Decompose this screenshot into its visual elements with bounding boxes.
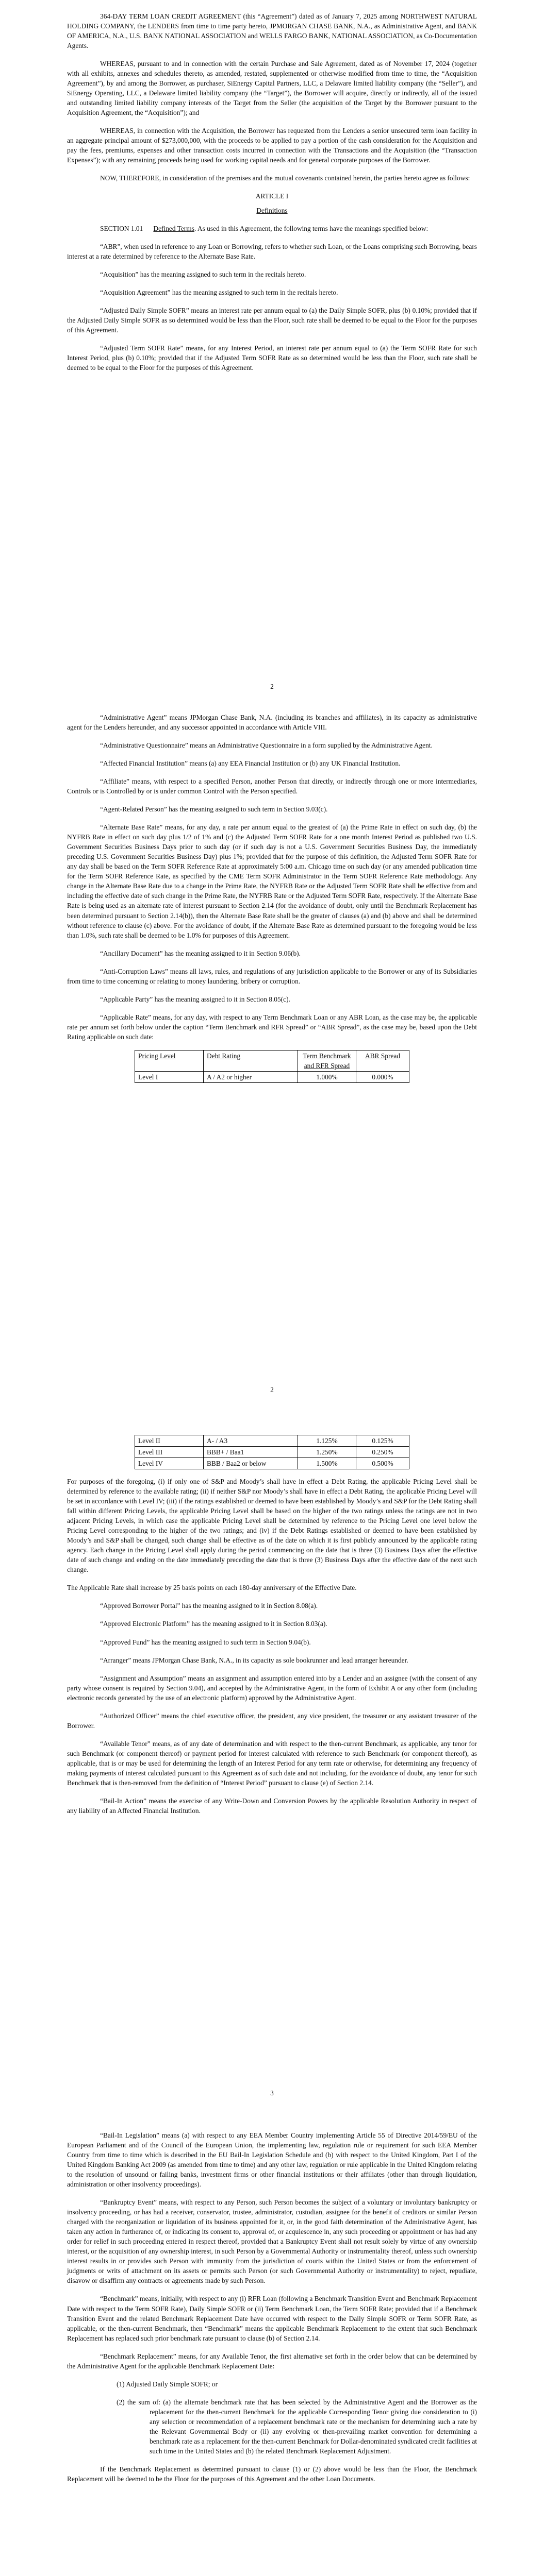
table-cell: A / A2 or higher <box>204 1071 298 1082</box>
page-number: 2 <box>270 683 274 690</box>
def-approved-electronic-platform: “Approved Electronic Platform” has the meaning assigned to it in Section 8.03(a). <box>100 1620 327 1628</box>
replacement-clause-2: (2) the sum of: (a) the alternate benchmark rate that has been selected by the Administrative Agent and the Borrower as the replacement for the then-current Benchmark for the applicable Corresponding Tenor giving due consideration to (i) any selection or recommendation of a replacement benchmark rate or the mechanism for determining such a rate by the Relevant Governmental Body or (ii) any evolving or then-prevailing market convention for determining a benchmark rate as a replacement for the then-current Benchmark for Dollar-denominated syndicated credit facilities at such time in the United States and (b) the related Benchmark Replacement Adjustment. <box>117 2398 477 2455</box>
def-bankruptcy-event: “Bankruptcy Event” means, with respect to any Person, such Person becomes the subject of a voluntary or involuntary bankruptcy or insolvency proceeding, or has had a receiver, conservator, trustee, administrator, custodian, assignee for the benefit of creditors or similar Person charged with the reorganization or liquidation of its business appointed for it, or, in the good faith determination of the Administrative Agent, has taken any action in furtherance of, or indicating its consent to, approval of, or acquiescence in, any such proceeding or appointment or has had any order for relief in such proceeding entered in respect thereof, provided that a Bankruptcy Event shall not result solely by virtue of any ownership interest, or the acquisition of any ownership interest, in such Person by a Governmental Authority or instrumentality thereof, unless such ownership interest results in or provides such Person with immunity from the jurisdiction of courts within the United States or from the enforcement of judgments or writs of attachment on its assets or permits such Person (or such Governmental Authority or instrumentality) to reject, repudiate, disavow or disaffirm any contracts or agreements made by such Person. <box>67 2198 477 2285</box>
table-cell: 0.250% <box>356 1447 409 1458</box>
def-arranger: “Arranger” means JPMorgan Chase Bank, N.A., in its capacity as sole bookrunner and lead arranger hereunder. <box>100 1656 408 1664</box>
def-approved-fund: “Approved Fund” has the meaning assigned to such term in Section 9.04(b). <box>100 1638 311 1646</box>
table-cell: 0.500% <box>356 1458 409 1469</box>
def-adjusted-daily-simple-sofr: “Adjusted Daily Simple SOFR” means an interest rate per annum equal to (a) the Daily Simple SOFR, plus (b) 0.10%; provided that if the Adjusted Daily Simple SOFR as so determined would be less than the Floor, such rate shall be deemed to be equal to the Floor for the purposes of this Agreement. <box>67 306 477 334</box>
table-header: ABR Spread <box>356 1050 409 1071</box>
def-abr: “ABR”, when used in reference to any Loan or Borrowing, refers to whether such Loan, or the Loans comprising such Borrowing, bears interest at a rate determined by reference to the Alternate Base Rate. <box>67 242 477 260</box>
table-cell: A- / A3 <box>204 1435 298 1447</box>
floor-provision: If the Benchmark Replacement as determined pursuant to clause (1) or (2) above would be less than the Floor, the Benchmark Replacement will be deemed to be the Floor for the purposes of this Agreement and the other Loan Documents. <box>67 2465 477 2483</box>
agreement-intro: 364-DAY TERM LOAN CREDIT AGREEMENT (this “Agreement”) dated as of January 7, 2025 among NORTHWEST NATURAL HOLDING COMPANY, the LENDERS from time to time party hereto, JPMORGAN CHASE BANK, N.A., as Administrative Agent, and BANK OF AMERICA, N.A., U.S. BANK NATIONAL ASSOCIATION and WELLS FARGO BANK, NATIONAL ASSOCIATION, as Co-Documentation Agents. <box>67 12 477 50</box>
table-cell: Level III <box>135 1447 204 1458</box>
def-agent-related-person: “Agent-Related Person” has the meaning assigned to such term in Section 9.03(c). <box>100 805 328 814</box>
def-adjusted-term-sofr-rate: “Adjusted Term SOFR Rate” means, for any Interest Period, an interest rate per annum equal to (a) the Term SOFR Rate for such Interest Period, plus (b) 0.10%; provided that if the Adjusted Term SOFR Rate as so determined would be less than the Floor, such rate shall be deemed to be equal to the Floor for the purposes of this Agreement. <box>67 344 477 371</box>
table-row <box>135 1435 409 1447</box>
def-administrative-questionnaire: “Administrative Questionnaire” means an Administrative Questionnaire in a form supplied by the Administrative Agent. <box>100 741 433 750</box>
section-1-01 <box>67 224 477 233</box>
def-alternate-base-rate: “Alternate Base Rate” means, for any day, a rate per annum equal to the greatest of (a) the Prime Rate in effect on such day, (b) the NYFRB Rate in effect on such day plus 1/2 of 1% and (c) the Adjusted Term SOFR Rate for a one month Interest Period as published two U.S. Government Securities Business Days prior to such day (or if such day is not a U.S. Government Securities Business Day, the immediately preceding U.S. Government Securities Business Day) plus 1%; provided that for the purpose of this definition, the Adjusted Term SOFR Rate for any day shall be based on the Term SOFR Reference Rate at approximately 5:00 a.m. Chicago time on such day (or any amended publication time for the Term SOFR Reference Rate, as specified by the CME Term SOFR Administrator in the Term SOFR Reference Rate methodology. Any change in the Alternate Base Rate due to a change in the Prime Rate, the NYFRB Rate or the Adjusted Term SOFR Rate shall be effective from and including the effective date of such change in the Prime Rate, the NYFRB Rate or the Adjusted Term SOFR Rate, respectively. If the Alternate Base Rate is being used as an alternate rate of interest pursuant to Section 2.14 (for the avoidance of doubt, only until the Benchmark Replacement has been determined pursuant to Section 2.14(b)), then the Alternate Base Rate shall be the greater of clauses (a) and (b) above and shall be determined without reference to clause (c) above. For the avoidance of doubt, if the Alternate Base Rate as determined pursuant to the foregoing would be less than 1.0%, such rate shall be deemed to be 1.0% for purposes of this Agreement. <box>67 823 477 939</box>
section-text: . As used in this Agreement, the following terms have the meanings specified below: <box>194 224 428 232</box>
def-administrative-agent: “Administrative Agent” means JPMorgan Chase Bank, N.A. (including its branches and affiliates), in its capacity as administrative agent for the Lenders hereunder, and any successor appointed in accordance with Article VIII. <box>67 714 477 732</box>
pricing-table-continued <box>135 1435 409 1469</box>
table-header-row <box>135 1050 409 1071</box>
applicable-rate-increase: The Applicable Rate shall increase by 25 basis points on each 180-day anniversary of the Effective Date. <box>67 1584 357 1592</box>
def-affected-financial-institution: “Affected Financial Institution” means (a) any EEA Financial Institution or (b) any UK Financial Institution. <box>100 759 401 768</box>
table-cell: 1.000% <box>298 1071 356 1082</box>
now-therefore: NOW, THEREFORE, in consideration of the premises and the mutual covenants contained herein, the parties hereto agree as follows: <box>100 174 470 182</box>
section-number: SECTION 1.01 <box>100 224 143 232</box>
table-row <box>135 1071 409 1082</box>
table-cell: 0.125% <box>356 1435 409 1447</box>
table-cell: Level IV <box>135 1458 204 1469</box>
def-anti-corruption-laws: “Anti-Corruption Laws” means all laws, rules, and regulations of any jurisdiction applicable to the Borrower or any of its Subsidiaries from time to time concerning or relating to money laundering, bribery or corruption. <box>67 967 477 985</box>
whereas-facility: WHEREAS, in connection with the Acquisition, the Borrower has requested from the Lenders a senior unsecured term loan facility in an aggregate principal amount of $273,000,000, with the proceeds to be applied to pay a portion of the cash consideration for the Acquisition and pay the fees, premiums, expenses and other transaction costs incurred in connection with the Transactions and the Acquisition (the “Transaction Expenses”); with any remaining proceeds being used for working capital needs and for general corporate purposes of the Borrower. <box>67 127 477 164</box>
table-header: Pricing Level <box>135 1050 204 1071</box>
page-4 <box>0 2110 544 2576</box>
def-approved-borrower-portal: “Approved Borrower Portal” has the meaning assigned to it in Section 8.08(a). <box>100 1602 318 1610</box>
article-heading: ARTICLE I <box>255 192 289 200</box>
table-row <box>135 1458 409 1469</box>
page-1 <box>0 0 544 703</box>
def-applicable-party: “Applicable Party” has the meaning assigned to it in Section 8.05(c). <box>100 995 290 1003</box>
table-cell: 1.500% <box>298 1458 356 1469</box>
def-bail-in-legislation: “Bail-In Legislation” means (a) with respect to any EEA Member Country implementing Article 55 of Directive 2014/59/EU of the European Parliament and of the Council of the European Union, the implementing law, regulation rule or requirement for such EEA Member Country from time to time which is described in the EU Bail-In Legislation Schedule and (b) with respect to the United Kingdom, Part I of the United Kingdom Banking Act 2009 (as amended from time to time) and any other law, regulation or rule applicable in the United Kingdom relating to the resolution of unsound or failing banks, investment firms or other financial institutions or their affiliates (other than through liquidation, administration or other insolvency proceedings). <box>67 2131 477 2189</box>
def-benchmark: “Benchmark” means, initially, with respect to any (i) RFR Loan (following a Benchmark Transition Event and Benchmark Replacement Date with respect to the Term SOFR Rate), Daily Simple SOFR or (ii) Term Benchmark Loan, the Term SOFR Rate; provided that if a Benchmark Transition Event and the related Benchmark Replacement Date have occurred with respect to the Daily Simple SOFR or Term SOFR Rate, as applicable, or the then-current Benchmark, then “Benchmark” means the applicable Benchmark Replacement to the extent that such Benchmark Replacement has replaced such prior benchmark rate pursuant to clause (b) of Section 2.14. <box>67 2295 477 2342</box>
table-cell: BBB+ / Baa1 <box>204 1447 298 1458</box>
page-number: 2 <box>270 1386 274 1394</box>
table-cell: BBB / Baa2 or below <box>204 1458 298 1469</box>
def-authorized-officer: “Authorized Officer” means the chief executive officer, the president, any vice president, the treasurer or any assistant treasurer of the Borrower. <box>67 1711 477 1730</box>
def-acquisition-agreement: “Acquisition Agreement” has the meaning assigned to such term in the recitals hereto. <box>100 288 338 296</box>
def-available-tenor: “Available Tenor” means, as of any date of determination and with respect to the then-current Benchmark, as applicable, any tenor for such Benchmark (or component thereof) or payment period for interest calculated with reference to such Benchmark (or component thereof), as applicable, that is or may be used for determining the length of an Interest Period for any term rate or otherwise, for determining any frequency of making payments of interest calculated pursuant to this Agreement as of such date and not including, for the avoidance of doubt, any tenor for such Benchmark that is then-removed from the definition of “Interest Period” pursuant to clause (e) of Section 2.14. <box>67 1739 477 1787</box>
table-header: Term Benchmark and RFR Spread <box>298 1050 356 1071</box>
pricing-level-rules: For purposes of the foregoing, (i) if only one of S&P and Moody’s shall have in effect a Debt Rating, the applicable Pricing Level shall be determined by reference to the available rating; (ii) if neither S&P nor Moody’s shall have in effect a Debt Rating, the applicable Pricing Level will be set in accordance with Level IV; (iii) if the ratings established or deemed to have been established by Moody’s and S&P for the Debt Rating shall fall within different Pricing Levels, the applicable Pricing Level shall be based on the higher of the two ratings unless the ratings are not in two adjacent Pricing Levels, in which case the applicable Pricing Level shall be determined by reference to the Pricing Level one level below the Pricing Level corresponding to the higher of the two ratings; and (iv) if the Debt Ratings established or deemed to have been established by Moody’s and S&P shall be changed, such change shall be effective as of the date on which it is first publicly announced by the applicable rating agency. Each change in the Pricing Level shall apply during the period commencing on the date that is three (3) Business Days after the effective date of such change and ending on the date immediately preceding the date that is three (3) Business Days after the effective date of the next such change. <box>67 1478 477 1574</box>
def-applicable-rate: “Applicable Rate” means, for any day, with respect to any Term Benchmark Loan or any ABR Loan, as the case may be, the applicable rate per annum set forth below under the caption “Term Benchmark and RFR Spread” or “ABR Spread”, as the case may be, based upon the Debt Rating applicable on such date: <box>67 1013 477 1041</box>
table-header: Debt Rating <box>204 1050 298 1071</box>
pricing-table <box>135 1050 409 1083</box>
replacement-clause-1: (1) Adjusted Daily Simple SOFR; or <box>117 2380 218 2388</box>
page-number: 3 <box>270 2089 274 2097</box>
page-3 <box>0 1406 544 2110</box>
table-cell: Level II <box>135 1435 204 1447</box>
whereas-acquisition: WHEREAS, pursuant to and in connection with the certain Purchase and Sale Agreement, dated as of November 17, 2024 (together with all exhibits, annexes and schedules thereto, as amended, restated, supplemented or otherwise modified from time to time, the “Acquisition Agreement”), by and among the Borrower, as purchaser, SiEnergy Capital Partners, LLC, a Delaware limited liability company (the “Seller”), and SiEnergy Operating, LLC, a Delaware limited liability company (the “Target”), the Borrower will acquire, directly or indirectly, all of the issued and outstanding limited liability company interests of the Target from the Seller (the acquisition of the Target by the Borrower pursuant to the Acquisition Agreement, the “Acquisition”); and <box>67 60 477 117</box>
def-acquisition: “Acquisition” has the meaning assigned to such term in the recitals hereto. <box>100 270 306 278</box>
table-row <box>135 1447 409 1458</box>
def-assignment-and-assumption: “Assignment and Assumption” means an assignment and assumption entered into by a Lender and an assignee (with the consent of any party whose consent is required by Section 9.04), and accepted by the Administrative Agent, in the form of Exhibit A or any other form (including electronic records generated by the use of an electronic platform) approved by the Administrative Agent. <box>67 1674 477 1702</box>
def-ancillary-document: “Ancillary Document” has the meaning assigned to it in Section 9.06(b). <box>100 949 301 957</box>
article-title: Definitions <box>256 206 288 214</box>
table-cell: 0.000% <box>356 1071 409 1082</box>
def-affiliate: “Affiliate” means, with respect to a specified Person, another Person that directly, or indirectly through one or more intermediaries, Controls or is Controlled by or is under common Control with the Person specified. <box>67 777 477 795</box>
page-2 <box>0 703 544 1406</box>
table-cell: 1.125% <box>298 1435 356 1447</box>
def-benchmark-replacement: “Benchmark Replacement” means, for any Available Tenor, the first alternative set forth in the order below that can be determined by the Administrative Agent for the applicable Benchmark Replacement Date: <box>67 2352 477 2370</box>
table-cell: 1.250% <box>298 1447 356 1458</box>
section-title: Defined Terms <box>153 224 194 232</box>
table-cell: Level I <box>135 1071 204 1082</box>
def-bail-in-action: “Bail-In Action” means the exercise of any Write-Down and Conversion Powers by the applicable Resolution Authority in respect of any liability of an Affected Financial Institution. <box>67 1797 477 1815</box>
